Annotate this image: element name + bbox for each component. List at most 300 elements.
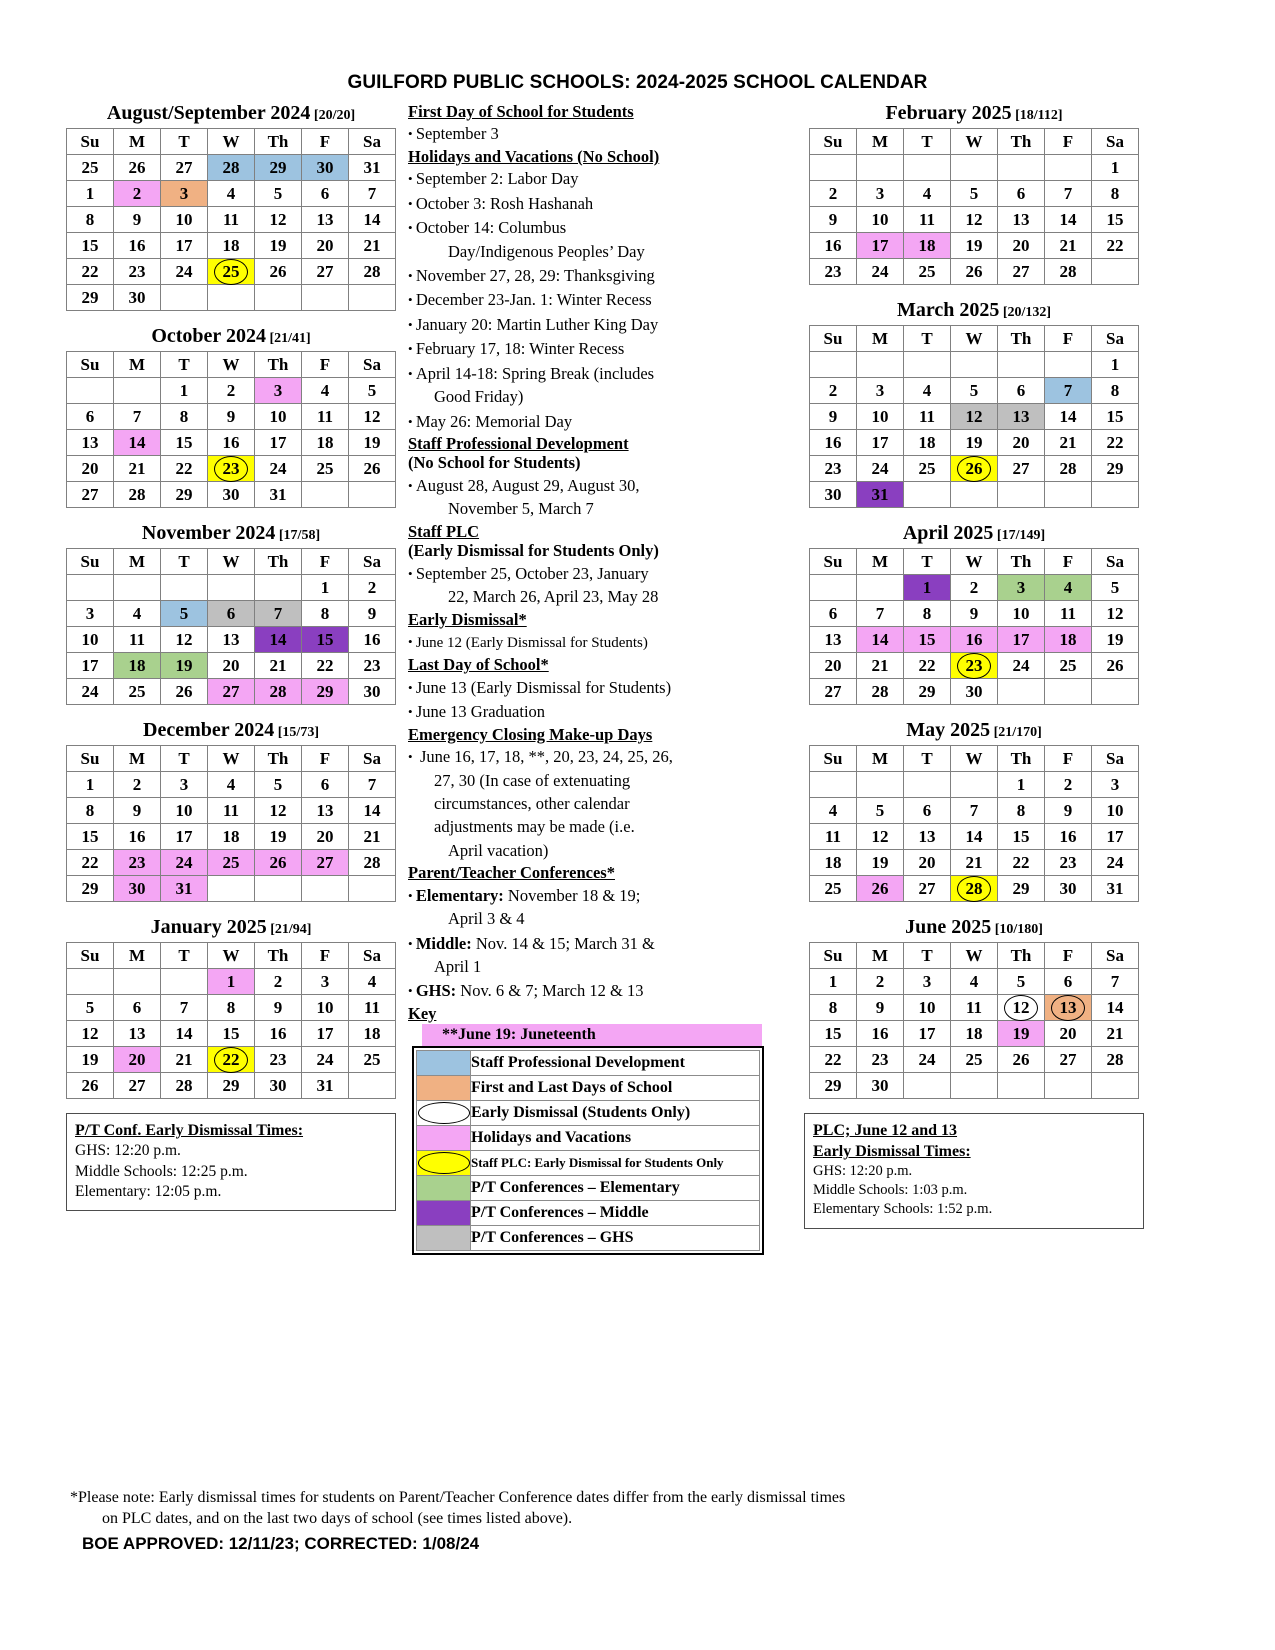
day-cell[interactable]: [998, 378, 1045, 404]
day-cell[interactable]: [349, 969, 396, 995]
day-cell[interactable]: [255, 995, 302, 1021]
day-cell[interactable]: [810, 798, 857, 824]
day-cell[interactable]: [998, 181, 1045, 207]
day-cell[interactable]: [255, 601, 302, 627]
day-cell[interactable]: [904, 969, 951, 995]
day-cell[interactable]: [810, 824, 857, 850]
day-cell[interactable]: [208, 995, 255, 1021]
day-cell[interactable]: [255, 798, 302, 824]
day-cell[interactable]: [208, 824, 255, 850]
day-cell[interactable]: [114, 181, 161, 207]
day-cell[interactable]: [998, 404, 1045, 430]
day-cell[interactable]: [302, 1047, 349, 1073]
day-cell[interactable]: [951, 233, 998, 259]
day-cell[interactable]: [1092, 601, 1139, 627]
day-cell[interactable]: [951, 1021, 998, 1047]
day-cell[interactable]: [1045, 456, 1092, 482]
day-cell[interactable]: [1045, 653, 1092, 679]
day-cell[interactable]: [1045, 772, 1092, 798]
day-cell[interactable]: [208, 207, 255, 233]
day-cell[interactable]: [67, 155, 114, 181]
day-cell[interactable]: [857, 627, 904, 653]
day-cell[interactable]: [810, 430, 857, 456]
day-cell[interactable]: [208, 653, 255, 679]
day-cell[interactable]: [302, 995, 349, 1021]
day-cell[interactable]: [349, 207, 396, 233]
day-cell[interactable]: [857, 653, 904, 679]
day-cell[interactable]: [161, 233, 208, 259]
day-cell[interactable]: [857, 430, 904, 456]
day-cell[interactable]: [255, 404, 302, 430]
day-cell[interactable]: [904, 876, 951, 902]
day-cell[interactable]: [1045, 601, 1092, 627]
day-cell[interactable]: [208, 378, 255, 404]
day-cell[interactable]: [255, 1021, 302, 1047]
day-cell[interactable]: [67, 1021, 114, 1047]
day-cell[interactable]: [208, 1073, 255, 1099]
day-cell[interactable]: [67, 430, 114, 456]
day-cell[interactable]: [255, 653, 302, 679]
day-cell[interactable]: [114, 601, 161, 627]
day-cell[interactable]: [1092, 995, 1139, 1021]
day-cell[interactable]: [951, 653, 998, 679]
day-cell[interactable]: [208, 969, 255, 995]
day-cell[interactable]: [349, 233, 396, 259]
day-cell[interactable]: [1092, 456, 1139, 482]
day-cell[interactable]: [1045, 850, 1092, 876]
day-cell[interactable]: [302, 207, 349, 233]
day-cell[interactable]: [951, 181, 998, 207]
day-cell[interactable]: [114, 798, 161, 824]
day-cell[interactable]: [1045, 259, 1092, 285]
day-cell[interactable]: [810, 679, 857, 705]
day-cell[interactable]: [208, 259, 255, 285]
day-cell[interactable]: [255, 378, 302, 404]
day-cell[interactable]: [1045, 969, 1092, 995]
day-cell[interactable]: [349, 995, 396, 1021]
day-cell[interactable]: [1092, 850, 1139, 876]
day-cell[interactable]: [1045, 1021, 1092, 1047]
day-cell[interactable]: [998, 876, 1045, 902]
day-cell[interactable]: [904, 259, 951, 285]
day-cell[interactable]: [114, 207, 161, 233]
day-cell[interactable]: [1092, 575, 1139, 601]
day-cell[interactable]: [951, 456, 998, 482]
day-cell[interactable]: [1045, 181, 1092, 207]
day-cell[interactable]: [998, 575, 1045, 601]
day-cell[interactable]: [161, 601, 208, 627]
day-cell[interactable]: [349, 772, 396, 798]
day-cell[interactable]: [857, 1047, 904, 1073]
day-cell[interactable]: [208, 798, 255, 824]
day-cell[interactable]: [998, 259, 1045, 285]
day-cell[interactable]: [904, 653, 951, 679]
day-cell[interactable]: [951, 679, 998, 705]
day-cell[interactable]: [208, 1021, 255, 1047]
day-cell[interactable]: [857, 798, 904, 824]
day-cell[interactable]: [998, 456, 1045, 482]
day-cell[interactable]: [302, 798, 349, 824]
day-cell[interactable]: [810, 1021, 857, 1047]
day-cell[interactable]: [161, 824, 208, 850]
day-cell[interactable]: [255, 456, 302, 482]
day-cell[interactable]: [208, 850, 255, 876]
day-cell[interactable]: [255, 679, 302, 705]
day-cell[interactable]: [67, 404, 114, 430]
day-cell[interactable]: [998, 798, 1045, 824]
day-cell[interactable]: [951, 627, 998, 653]
day-cell[interactable]: [302, 601, 349, 627]
day-cell[interactable]: [67, 259, 114, 285]
day-cell[interactable]: [1092, 876, 1139, 902]
day-cell[interactable]: [255, 824, 302, 850]
day-cell[interactable]: [1092, 653, 1139, 679]
day-cell[interactable]: [302, 575, 349, 601]
day-cell[interactable]: [1092, 404, 1139, 430]
day-cell[interactable]: [998, 207, 1045, 233]
day-cell[interactable]: [67, 824, 114, 850]
day-cell[interactable]: [998, 233, 1045, 259]
day-cell[interactable]: [998, 627, 1045, 653]
day-cell[interactable]: [302, 679, 349, 705]
day-cell[interactable]: [951, 876, 998, 902]
day-cell[interactable]: [114, 285, 161, 311]
day-cell[interactable]: [1045, 798, 1092, 824]
day-cell[interactable]: [161, 181, 208, 207]
day-cell[interactable]: [161, 798, 208, 824]
day-cell[interactable]: [904, 378, 951, 404]
day-cell[interactable]: [810, 207, 857, 233]
day-cell[interactable]: [951, 850, 998, 876]
day-cell[interactable]: [255, 207, 302, 233]
day-cell[interactable]: [904, 575, 951, 601]
day-cell[interactable]: [302, 430, 349, 456]
day-cell[interactable]: [1092, 207, 1139, 233]
day-cell[interactable]: [255, 181, 302, 207]
day-cell[interactable]: [161, 482, 208, 508]
day-cell[interactable]: [998, 1047, 1045, 1073]
day-cell[interactable]: [998, 430, 1045, 456]
day-cell[interactable]: [208, 1047, 255, 1073]
day-cell[interactable]: [161, 1047, 208, 1073]
day-cell[interactable]: [349, 601, 396, 627]
day-cell[interactable]: [208, 679, 255, 705]
day-cell[interactable]: [349, 627, 396, 653]
day-cell[interactable]: [810, 404, 857, 430]
day-cell[interactable]: [1092, 1047, 1139, 1073]
day-cell[interactable]: [161, 155, 208, 181]
day-cell[interactable]: [810, 995, 857, 1021]
day-cell[interactable]: [161, 1021, 208, 1047]
day-cell[interactable]: [349, 259, 396, 285]
day-cell[interactable]: [208, 772, 255, 798]
day-cell[interactable]: [810, 876, 857, 902]
day-cell[interactable]: [302, 824, 349, 850]
day-cell[interactable]: [161, 259, 208, 285]
day-cell[interactable]: [857, 876, 904, 902]
day-cell[interactable]: [951, 1047, 998, 1073]
day-cell[interactable]: [349, 850, 396, 876]
day-cell[interactable]: [857, 995, 904, 1021]
day-cell[interactable]: [1045, 430, 1092, 456]
day-cell[interactable]: [67, 798, 114, 824]
day-cell[interactable]: [951, 430, 998, 456]
day-cell[interactable]: [114, 1021, 161, 1047]
day-cell[interactable]: [67, 679, 114, 705]
day-cell[interactable]: [114, 679, 161, 705]
day-cell[interactable]: [857, 378, 904, 404]
day-cell[interactable]: [1092, 798, 1139, 824]
day-cell[interactable]: [810, 456, 857, 482]
day-cell[interactable]: [1045, 627, 1092, 653]
day-cell[interactable]: [857, 207, 904, 233]
day-cell[interactable]: [951, 575, 998, 601]
day-cell[interactable]: [998, 772, 1045, 798]
day-cell[interactable]: [349, 653, 396, 679]
day-cell[interactable]: [255, 482, 302, 508]
day-cell[interactable]: [810, 601, 857, 627]
day-cell[interactable]: [951, 969, 998, 995]
day-cell[interactable]: [302, 181, 349, 207]
day-cell[interactable]: [114, 456, 161, 482]
day-cell[interactable]: [302, 850, 349, 876]
day-cell[interactable]: [114, 259, 161, 285]
day-cell[interactable]: [161, 207, 208, 233]
day-cell[interactable]: [951, 259, 998, 285]
day-cell[interactable]: [810, 1073, 857, 1099]
day-cell[interactable]: [998, 601, 1045, 627]
day-cell[interactable]: [208, 233, 255, 259]
day-cell[interactable]: [810, 181, 857, 207]
day-cell[interactable]: [998, 969, 1045, 995]
day-cell[interactable]: [998, 824, 1045, 850]
day-cell[interactable]: [904, 1021, 951, 1047]
day-cell[interactable]: [1092, 824, 1139, 850]
day-cell[interactable]: [114, 772, 161, 798]
day-cell[interactable]: [951, 378, 998, 404]
day-cell[interactable]: [67, 601, 114, 627]
day-cell[interactable]: [208, 155, 255, 181]
day-cell[interactable]: [349, 798, 396, 824]
day-cell[interactable]: [857, 679, 904, 705]
day-cell[interactable]: [1092, 352, 1139, 378]
day-cell[interactable]: [1045, 995, 1092, 1021]
day-cell[interactable]: [904, 824, 951, 850]
day-cell[interactable]: [810, 627, 857, 653]
day-cell[interactable]: [302, 1073, 349, 1099]
day-cell[interactable]: [810, 233, 857, 259]
day-cell[interactable]: [1092, 969, 1139, 995]
day-cell[interactable]: [114, 1073, 161, 1099]
day-cell[interactable]: [67, 1073, 114, 1099]
day-cell[interactable]: [1092, 430, 1139, 456]
day-cell[interactable]: [208, 430, 255, 456]
day-cell[interactable]: [1045, 876, 1092, 902]
day-cell[interactable]: [208, 404, 255, 430]
day-cell[interactable]: [161, 430, 208, 456]
day-cell[interactable]: [161, 850, 208, 876]
day-cell[interactable]: [349, 155, 396, 181]
day-cell[interactable]: [161, 378, 208, 404]
day-cell[interactable]: [161, 1073, 208, 1099]
day-cell[interactable]: [255, 1047, 302, 1073]
day-cell[interactable]: [114, 995, 161, 1021]
day-cell[interactable]: [1045, 824, 1092, 850]
day-cell[interactable]: [114, 430, 161, 456]
day-cell[interactable]: [255, 969, 302, 995]
day-cell[interactable]: [1045, 233, 1092, 259]
day-cell[interactable]: [1092, 1021, 1139, 1047]
day-cell[interactable]: [904, 798, 951, 824]
day-cell[interactable]: [1045, 207, 1092, 233]
day-cell[interactable]: [1045, 1047, 1092, 1073]
day-cell[interactable]: [857, 1021, 904, 1047]
day-cell[interactable]: [161, 876, 208, 902]
day-cell[interactable]: [1045, 575, 1092, 601]
day-cell[interactable]: [998, 653, 1045, 679]
day-cell[interactable]: [349, 575, 396, 601]
day-cell[interactable]: [857, 181, 904, 207]
day-cell[interactable]: [904, 207, 951, 233]
day-cell[interactable]: [1045, 404, 1092, 430]
day-cell[interactable]: [67, 181, 114, 207]
day-cell[interactable]: [161, 995, 208, 1021]
day-cell[interactable]: [1045, 378, 1092, 404]
day-cell[interactable]: [67, 627, 114, 653]
day-cell[interactable]: [67, 233, 114, 259]
day-cell[interactable]: [998, 995, 1045, 1021]
day-cell[interactable]: [951, 404, 998, 430]
day-cell[interactable]: [302, 378, 349, 404]
day-cell[interactable]: [349, 679, 396, 705]
day-cell[interactable]: [67, 482, 114, 508]
day-cell[interactable]: [302, 404, 349, 430]
day-cell[interactable]: [208, 456, 255, 482]
day-cell[interactable]: [349, 1021, 396, 1047]
day-cell[interactable]: [904, 181, 951, 207]
day-cell[interactable]: [302, 969, 349, 995]
day-cell[interactable]: [302, 233, 349, 259]
day-cell[interactable]: [208, 601, 255, 627]
day-cell[interactable]: [67, 876, 114, 902]
day-cell[interactable]: [255, 259, 302, 285]
day-cell[interactable]: [114, 1047, 161, 1073]
day-cell[interactable]: [161, 653, 208, 679]
day-cell[interactable]: [302, 653, 349, 679]
day-cell[interactable]: [302, 1021, 349, 1047]
day-cell[interactable]: [349, 1047, 396, 1073]
day-cell[interactable]: [255, 1073, 302, 1099]
day-cell[interactable]: [904, 850, 951, 876]
day-cell[interactable]: [255, 627, 302, 653]
day-cell[interactable]: [810, 1047, 857, 1073]
day-cell[interactable]: [67, 995, 114, 1021]
day-cell[interactable]: [904, 679, 951, 705]
day-cell[interactable]: [161, 772, 208, 798]
day-cell[interactable]: [302, 259, 349, 285]
day-cell[interactable]: [161, 627, 208, 653]
day-cell[interactable]: [67, 653, 114, 679]
day-cell[interactable]: [114, 876, 161, 902]
day-cell[interactable]: [114, 824, 161, 850]
day-cell[interactable]: [998, 1021, 1045, 1047]
day-cell[interactable]: [114, 233, 161, 259]
day-cell[interactable]: [208, 181, 255, 207]
day-cell[interactable]: [857, 850, 904, 876]
day-cell[interactable]: [114, 653, 161, 679]
day-cell[interactable]: [67, 285, 114, 311]
day-cell[interactable]: [857, 259, 904, 285]
day-cell[interactable]: [857, 601, 904, 627]
day-cell[interactable]: [349, 456, 396, 482]
day-cell[interactable]: [810, 969, 857, 995]
day-cell[interactable]: [1092, 772, 1139, 798]
day-cell[interactable]: [810, 653, 857, 679]
day-cell[interactable]: [208, 627, 255, 653]
day-cell[interactable]: [857, 824, 904, 850]
day-cell[interactable]: [951, 601, 998, 627]
day-cell[interactable]: [161, 456, 208, 482]
day-cell[interactable]: [904, 430, 951, 456]
day-cell[interactable]: [857, 1073, 904, 1099]
day-cell[interactable]: [114, 627, 161, 653]
day-cell[interactable]: [302, 155, 349, 181]
day-cell[interactable]: [255, 430, 302, 456]
day-cell[interactable]: [302, 627, 349, 653]
day-cell[interactable]: [349, 824, 396, 850]
day-cell[interactable]: [951, 798, 998, 824]
day-cell[interactable]: [114, 850, 161, 876]
day-cell[interactable]: [114, 404, 161, 430]
day-cell[interactable]: [857, 969, 904, 995]
day-cell[interactable]: [349, 181, 396, 207]
day-cell[interactable]: [998, 850, 1045, 876]
day-cell[interactable]: [114, 482, 161, 508]
day-cell[interactable]: [951, 995, 998, 1021]
day-cell[interactable]: [255, 233, 302, 259]
day-cell[interactable]: [1092, 181, 1139, 207]
day-cell[interactable]: [857, 404, 904, 430]
day-cell[interactable]: [904, 995, 951, 1021]
day-cell[interactable]: [904, 627, 951, 653]
day-cell[interactable]: [302, 772, 349, 798]
day-cell[interactable]: [857, 456, 904, 482]
day-cell[interactable]: [67, 1047, 114, 1073]
day-cell[interactable]: [904, 404, 951, 430]
day-cell[interactable]: [161, 404, 208, 430]
day-cell[interactable]: [857, 482, 904, 508]
day-cell[interactable]: [904, 1047, 951, 1073]
day-cell[interactable]: [1092, 155, 1139, 181]
day-cell[interactable]: [67, 207, 114, 233]
day-cell[interactable]: [255, 772, 302, 798]
day-cell[interactable]: [67, 850, 114, 876]
day-cell[interactable]: [161, 679, 208, 705]
day-cell[interactable]: [951, 207, 998, 233]
day-cell[interactable]: [349, 378, 396, 404]
day-cell[interactable]: [255, 850, 302, 876]
day-cell[interactable]: [904, 456, 951, 482]
day-cell[interactable]: [1092, 233, 1139, 259]
day-cell[interactable]: [349, 404, 396, 430]
day-cell[interactable]: [904, 233, 951, 259]
day-cell[interactable]: [255, 155, 302, 181]
day-cell[interactable]: [67, 772, 114, 798]
day-cell[interactable]: [208, 482, 255, 508]
day-cell[interactable]: [114, 155, 161, 181]
day-cell[interactable]: [67, 456, 114, 482]
day-cell[interactable]: [1092, 378, 1139, 404]
